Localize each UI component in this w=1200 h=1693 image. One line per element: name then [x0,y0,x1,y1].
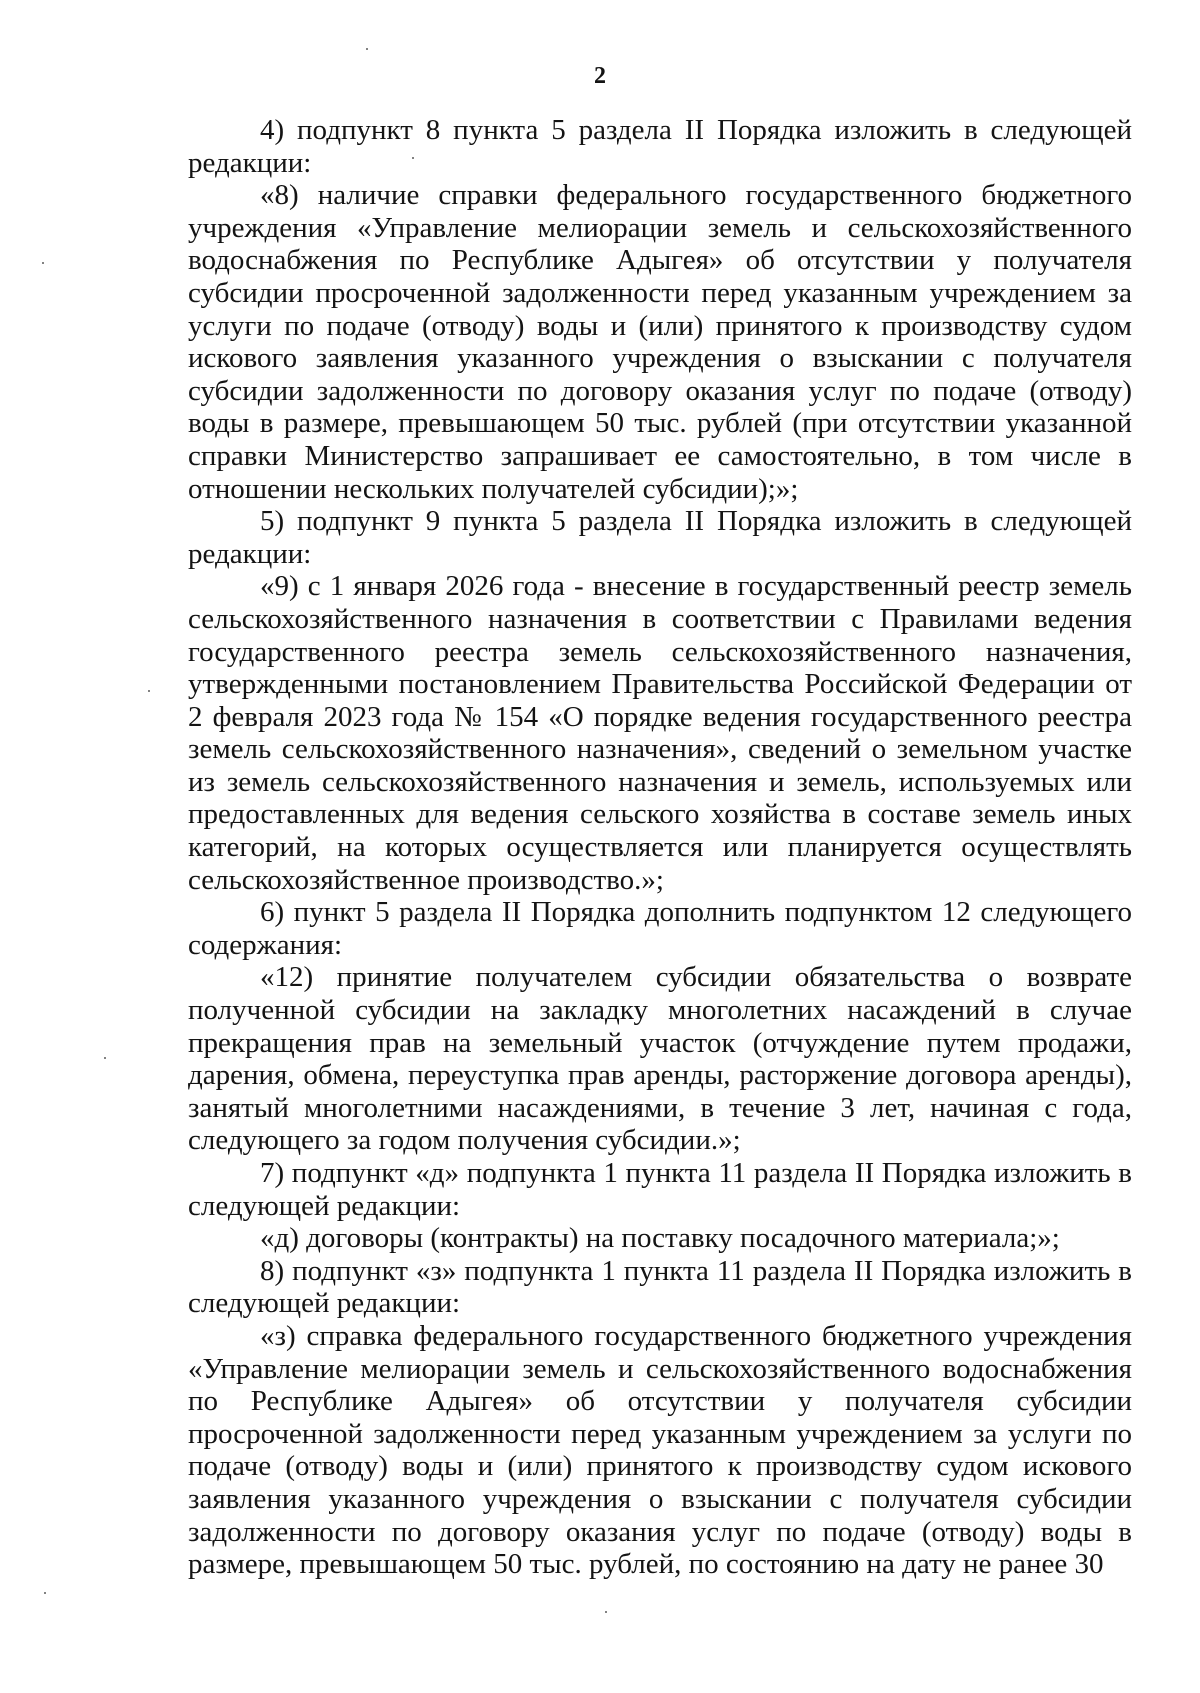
page-number: 2 [594,63,606,89]
paragraph-7-text: «д) договоры (контракты) на поставку посадочного материала;»; [260,1222,1060,1255]
paragraph-5-heading: 5) подпункт 9 пункта 5 раздела II Порядка изложить в следующей редакции: [188,505,1132,570]
scan-speck [412,157,414,159]
paragraph-8-heading: 8) подпункт «з» подпункта 1 пункта 11 раздела II Порядка изложить в следующей редакции: [188,1254,1132,1320]
scan-speck [148,690,150,692]
paragraph-6-heading: 6) пункт 5 раздела II Порядка дополнить подпунктом 12 следующего содержания: [188,896,1132,961]
paragraph-7-heading: 7) подпункт «д» подпункта 1 пункта 11 раздела II Порядка изложить в следующей редакции: [188,1157,1132,1222]
scan-speck [44,1592,46,1594]
scan-speck [42,262,44,264]
paragraph-8-text: «з) справка федерального государственного бюджетного учреждения «Управление мелиорации земель и сельскохозяйственного водоснабжения по Республике Адыгея» об отсутствии у получателя субсидии просроченной задолженности перед указанным учреждением за услуги по подаче (отводу) воды и (или) принятого к производству судом искового заявления указанного учреждения о взыскании с получателя субсидии задолженности по договору оказания услуг по подаче (отводу) воды в размере, превышающем 50 тыс. рублей, по состоянию на дату не ранее 30 [188,1319,1132,1581]
scan-speck [366,48,368,50]
scan-speck [605,1611,607,1613]
document-body [188,114,1132,1581]
paragraph-4-heading: 4) подпункт 8 пункта 5 раздела II Порядка изложить в следующей редакции: [188,114,1132,179]
paragraph-5-text: «9) с 1 января 2026 года - внесение в государственный реестр земель сельскохозяйственного назначения в соответствии с Правилами ведения государственного реестра земель сельскохозяйственного назначения, утвержденными постановлением Правительства Российской Федерации от 2 февраля 2023 года № 154 «О порядке ведения государственного реестра земель сельскохозяйственного назначения», сведений о земельном участке из земель сельскохозяйственного назначения и земель, используемых или предоставленных для ведения сельского хозяйства в составе земель иных категорий, на которых осуществляется или планируется осуществлять сельскохозяйственное производство.»; [188,570,1132,896]
scan-speck [104,1057,106,1059]
paragraph-4-text: «8) наличие справки федерального государственного бюджетного учреждения «Управление мелиорации земель и сельскохозяйственного водоснабжения по Республике Адыгея» об отсутствии у получателя субсидии просроченной задолженности перед указанным учреждением за услуги по подаче (отводу) воды и (или) принятого к производству судом искового заявления указанного учреждения о взыскании с получателя субсидии задолженности по договору оказания услуг по подаче (отводу) воды в размере, превышающем 50 тыс. рублей (при отсутствии указанной справки Министерство запрашивает ее самостоятельно, в том числе в отношении нескольких получателей субсидии);»; [188,179,1132,505]
paragraph-6-text: «12) принятие получателем субсидии обязательства о возврате полученной субсидии на закладку многолетних насаждений в случае прекращения прав на земельный участок (отчуждение путем продажи, дарения, обмена, переуступка прав аренды, расторжение договора аренды), занятый многолетними насаждениями, в течение 3 лет, начиная с года, следующего за годом получения субсидии.»; [188,961,1132,1157]
